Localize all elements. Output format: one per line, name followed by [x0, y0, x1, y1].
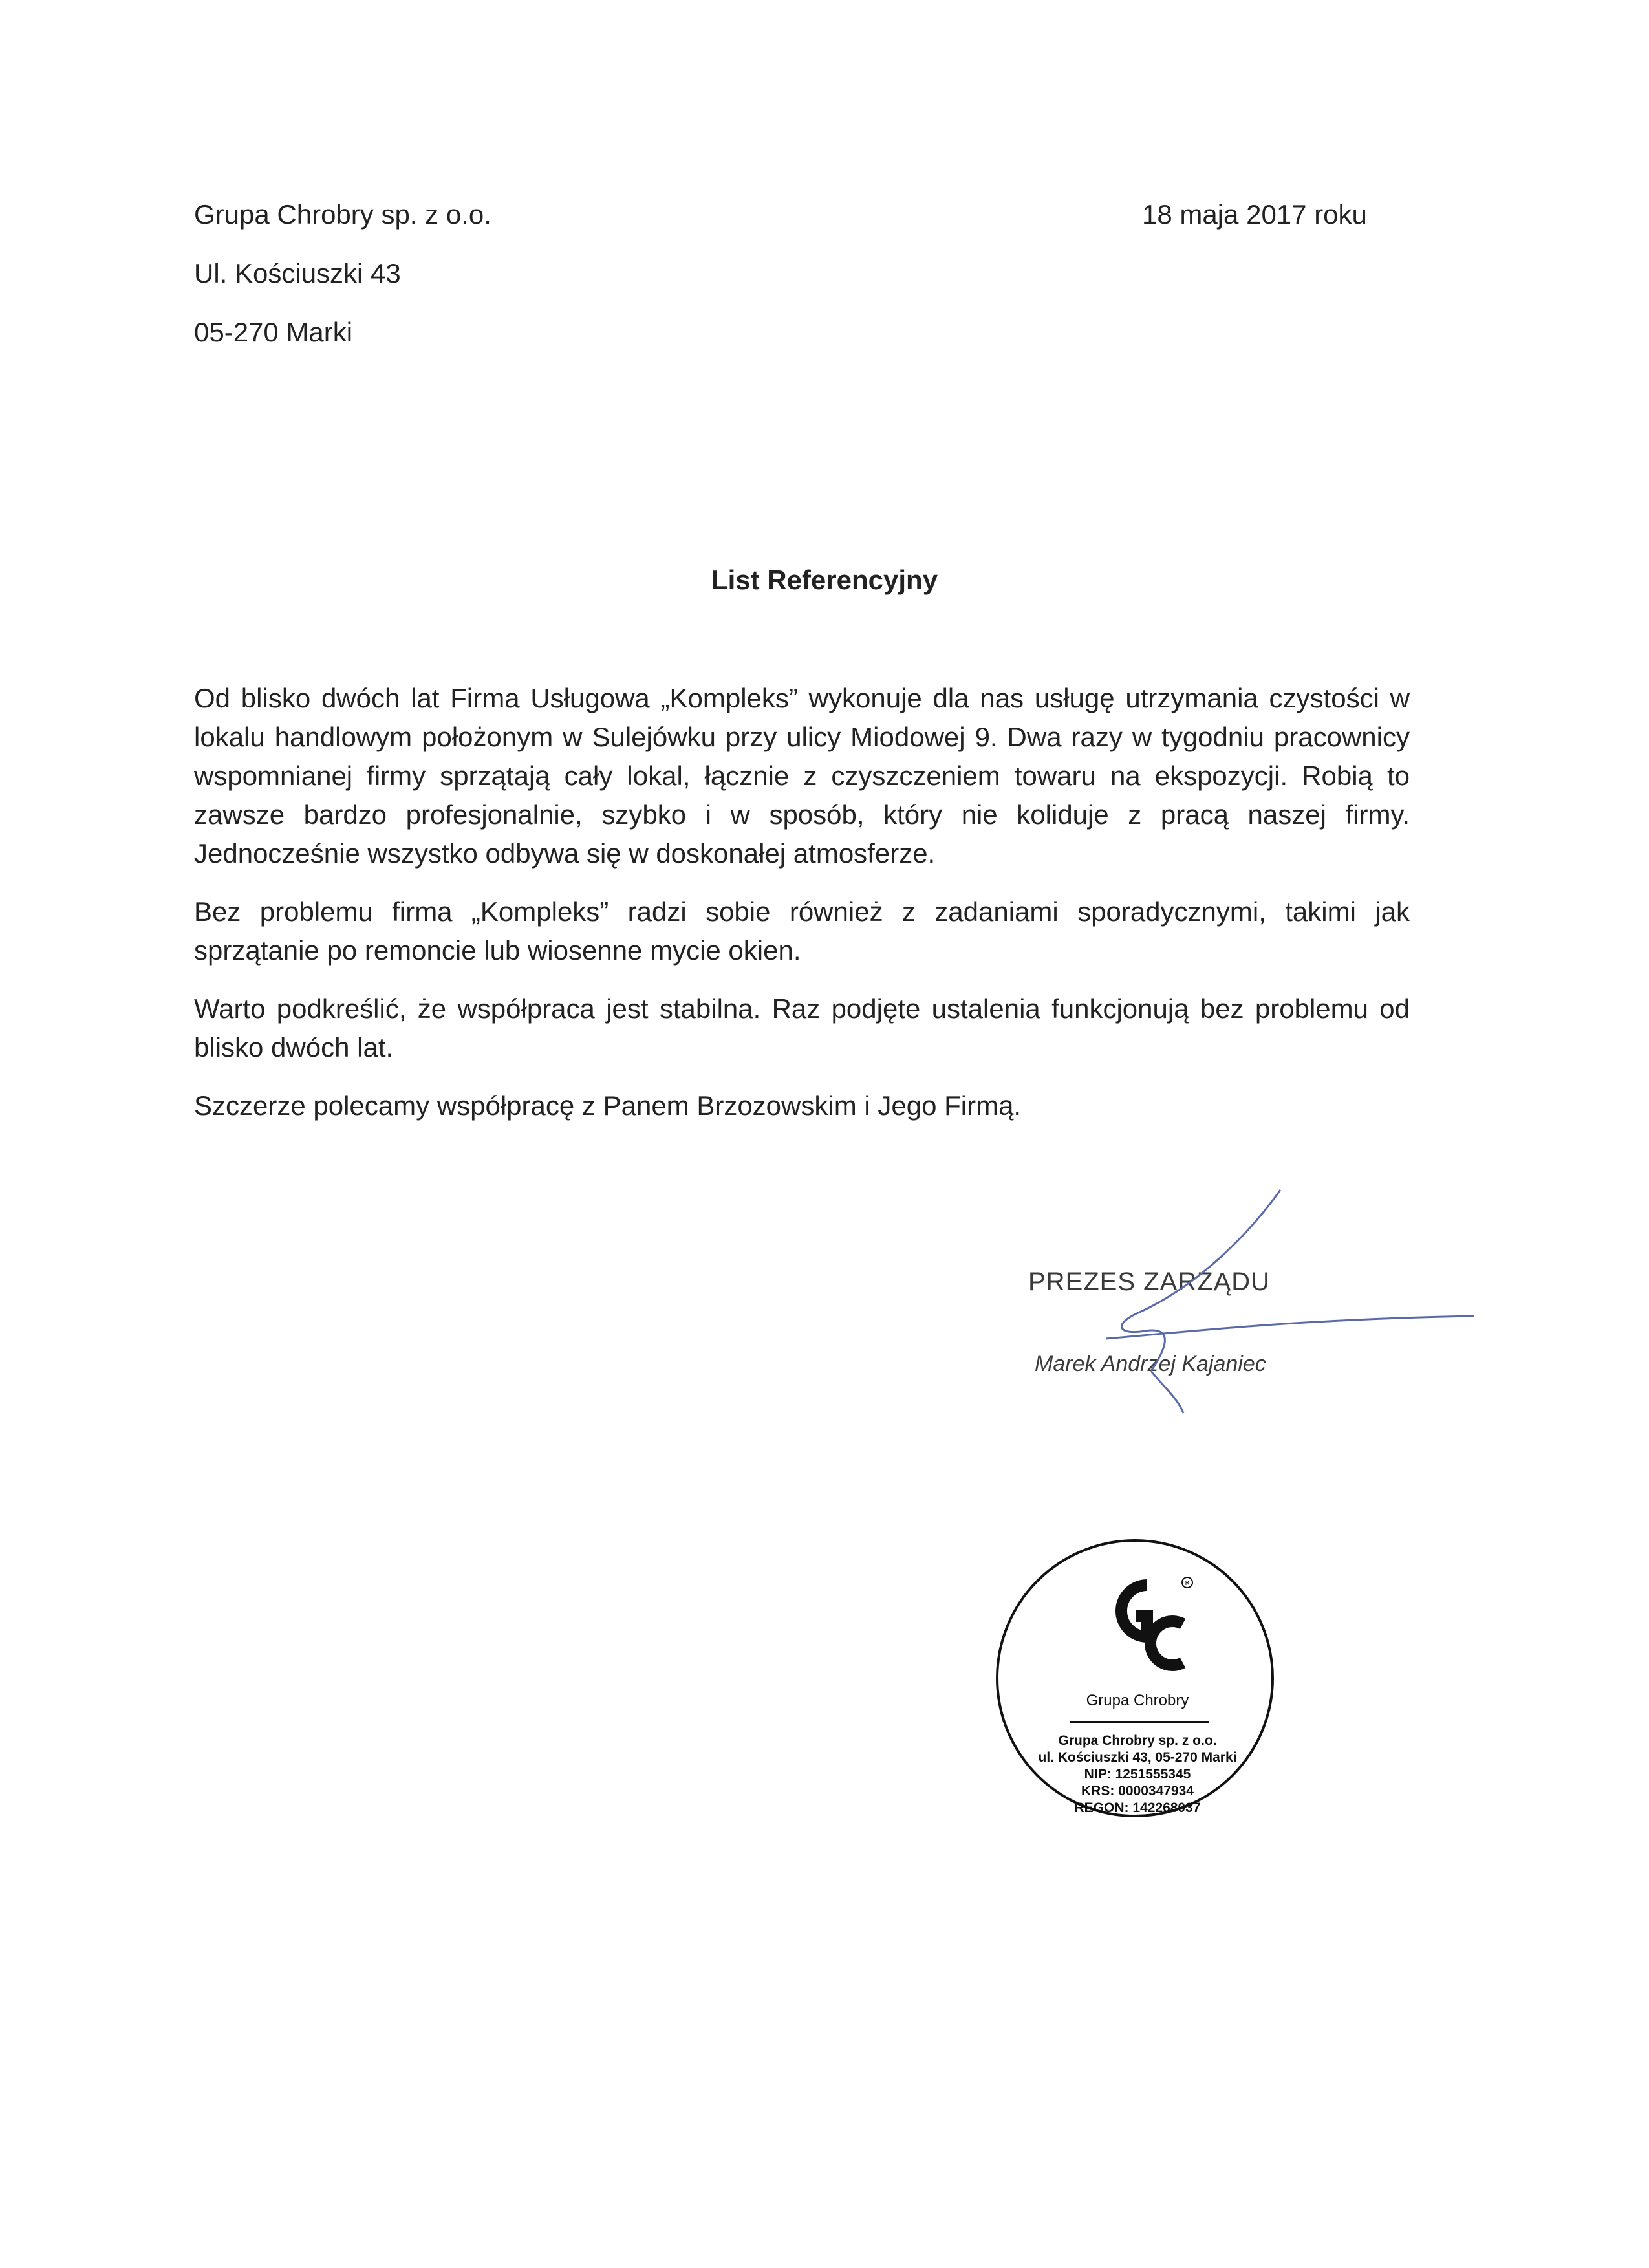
handwritten-signature: [1022, 1177, 1500, 1423]
sender-city: 05-270 Marki: [194, 317, 353, 347]
sender-company: Grupa Chrobry sp. z o.o.: [194, 199, 491, 230]
svg-text:R: R: [1185, 1580, 1190, 1587]
letter-title: List Referencyjny: [711, 565, 938, 595]
stamp-divider: [1070, 1721, 1209, 1723]
stamp-regon: REGON: 142268037: [1074, 1800, 1201, 1815]
paragraph-4: Szczerze polecamy współpracę z Panem Brzozowskim i Jego Firmą.: [194, 1090, 1022, 1121]
stamp-address: ul. Kościuszki 43, 05-270 Marki: [1038, 1750, 1237, 1765]
paragraph-1: Od blisko dwóch lat Firma Usługowa „Kompleks” wykonuje dla nas usługę utrzymania czystości w lokalu handlowym położonym w Sulejówku przy ulicy Miodowej 9. Dwa razy w tygodniu pracownicy wspomnianej firmy sprzątają cały lokal, łącznie z czyszczeniem towaru na ekspozycji. Robią to zawsze bardzo profesjonalnie, szybko i w sposób, który nie koliduje z pracą naszej firmy. Jednocześnie wszystko odbywa się w doskonałej atmosferze.: [194, 683, 1410, 869]
letter-date: 18 maja 2017 roku: [1142, 199, 1367, 230]
sender-street: Ul. Kościuszki 43: [194, 258, 401, 288]
signature-name: Marek Andrzej Kajaniec: [1035, 1352, 1266, 1376]
paragraph-3: Warto podkreślić, że współpraca jest stabilna. Raz podjęte ustalenia funkcjonują bez problemu od blisko dwóch lat.: [194, 993, 1410, 1063]
sender-address: [194, 199, 491, 376]
paragraph-2: Bez problemu firma „Kompleks” radzi sobie również z zadaniami sporadycznymi, takimi jak sprzątanie po remoncie lub wiosenne mycie okien.: [194, 896, 1410, 966]
signature-role: PREZES ZARZĄDU: [1028, 1268, 1271, 1296]
company-logo-icon: [1102, 1571, 1199, 1674]
stamp-details: [998, 1733, 1277, 1817]
stamp-krs: KRS: 0000347934: [1081, 1784, 1194, 1798]
letter-body: [194, 679, 1410, 1145]
company-stamp: [996, 1539, 1274, 1817]
stamp-brand-name: Grupa Chrobry: [1086, 1692, 1189, 1709]
stamp-company: Grupa Chrobry sp. z o.o.: [1058, 1733, 1217, 1748]
stamp-nip: NIP: 1251555345: [1084, 1767, 1191, 1782]
